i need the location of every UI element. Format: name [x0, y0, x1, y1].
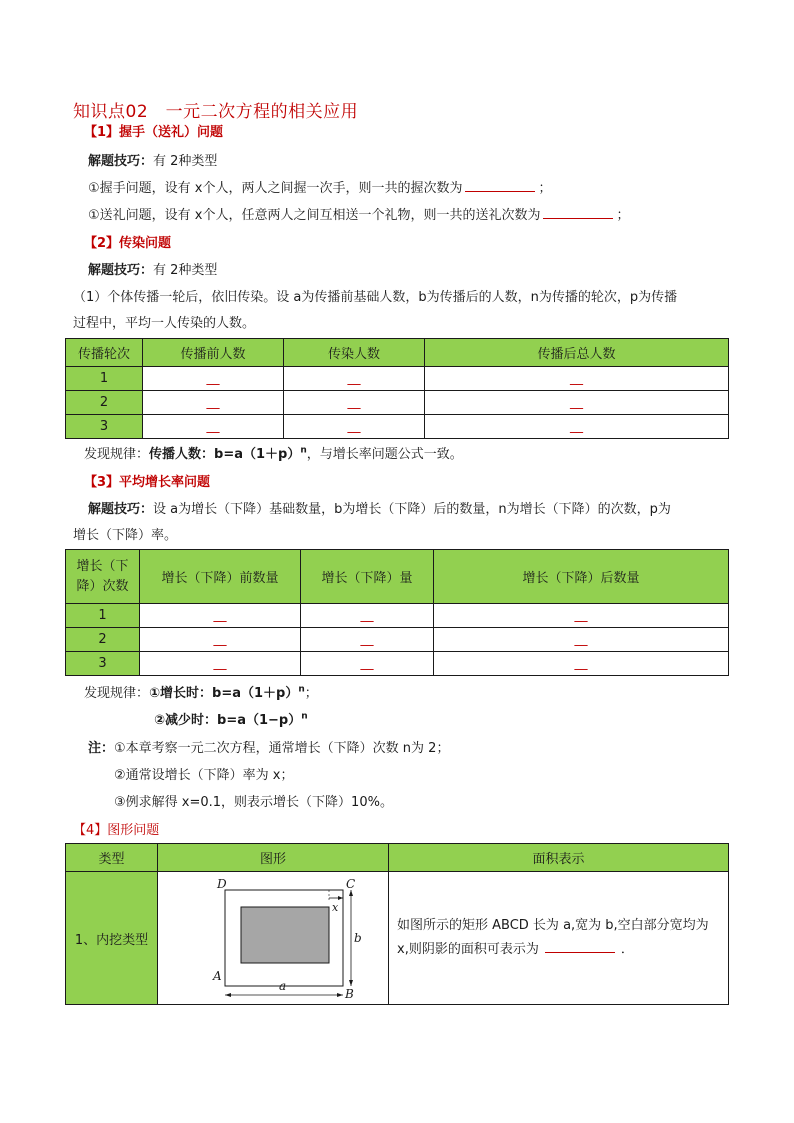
rule-exponent: n [300, 445, 307, 456]
answer-blank[interactable] [465, 179, 535, 192]
col-header: 传染人数 [284, 339, 425, 367]
handshake-text: ①握手问题，设有 x个人，两人之间握一次手，则一共的握次数为 [88, 181, 463, 196]
table-cell: __ [140, 604, 301, 628]
label-D: D [217, 877, 227, 891]
tip-label: 解题技巧： [88, 502, 154, 517]
label-b: b [354, 931, 362, 945]
col-header: 图形 [158, 844, 389, 872]
growth-rule-1 [84, 682, 318, 701]
table-row [66, 415, 729, 439]
rule-exponent: n [298, 684, 305, 695]
col-header: 增长（下降）前数量 [140, 550, 301, 604]
col-header: 传播后总人数 [425, 339, 729, 367]
table-cell: __ [301, 628, 434, 652]
table-row [66, 652, 729, 676]
table-cell: __ [143, 415, 284, 439]
table-cell: __ [284, 367, 425, 391]
table-cell: __ [425, 367, 729, 391]
tip-line-2 [88, 259, 217, 278]
rule-label: 发现规律： [84, 447, 150, 462]
col-header: 增长（下降）后数量 [434, 550, 729, 604]
tip-line-1 [88, 150, 217, 169]
table-header-row [66, 844, 729, 872]
gift-text: ①送礼问题，设有 x个人，任意两人之间互相送一个礼物，则一共的送礼次数为 [88, 208, 541, 223]
page-title: 知识点02 一元二次方程的相关应用 [73, 102, 359, 122]
answer-blank[interactable] [545, 940, 615, 953]
tip-line-3b: 增长（下降）率。 [73, 528, 178, 543]
growth-rule-2 [154, 709, 308, 728]
table-header-row [66, 550, 729, 604]
tip-label: 解题技巧： [88, 263, 154, 278]
label-B: B [345, 987, 354, 1000]
table-cell: __ [434, 628, 729, 652]
section-heading-growth: 【3】平均增长率问题 [84, 475, 211, 490]
punct: ； [616, 208, 630, 223]
area-description-1: 如图所示的矩形 ABCD 长为 a,宽为 b,空白部分宽均为 [397, 918, 709, 933]
label-C: C [346, 877, 356, 891]
table-cell: __ [143, 367, 284, 391]
rule-label: 发现规律： [84, 686, 150, 701]
table-header-row [66, 339, 729, 367]
punct: ； [538, 181, 552, 196]
table-cell: __ [284, 391, 425, 415]
area-description-2: x,则阴影的面积可表示为 [397, 942, 539, 957]
tip-line-3 [88, 498, 671, 517]
note-line-2: ②通常设增长（下降）率为 x； [114, 768, 294, 783]
table-cell: __ [284, 415, 425, 439]
row-label: 1 [66, 604, 140, 628]
table-cell: __ [425, 415, 729, 439]
growth-table [65, 549, 729, 676]
label-A: A [213, 969, 222, 983]
section-heading-infection: 【2】传染问题 [84, 236, 172, 251]
shaded-rectangle [241, 907, 329, 963]
label-a: a [279, 979, 287, 993]
rule-exponent: n [301, 711, 308, 722]
gift-line [88, 204, 630, 223]
area-description-cell [389, 872, 729, 1005]
table-row [66, 367, 729, 391]
col-header: 传播轮次 [66, 339, 143, 367]
rule-formula: ①增长时：b=a（1＋p） [149, 686, 299, 701]
handshake-line [88, 177, 552, 196]
tip-text: 有 2种类型 [153, 263, 218, 278]
table-cell: __ [434, 604, 729, 628]
note-line-1 [88, 737, 449, 756]
inner-rectangle-figure [173, 876, 373, 1000]
row-label: 2 [66, 391, 143, 415]
table-row [66, 391, 729, 415]
col-header: 增长（下降）次数 [66, 550, 140, 604]
section-heading-figure: 【4】图形问题 [73, 823, 160, 838]
rule-text: ； [304, 686, 318, 701]
infection-paragraph-2: 过程中，平均一人传染的人数。 [73, 316, 256, 331]
note-label: 注： [88, 741, 115, 756]
table-cell: __ [425, 391, 729, 415]
table-row [66, 872, 729, 1005]
col-header: 增长（下降）量 [301, 550, 434, 604]
note-text: ①本章考察一元二次方程，通常增长（下降）次数 n为 2； [114, 741, 450, 756]
col-header: 面积表示 [389, 844, 729, 872]
row-label: 3 [66, 415, 143, 439]
punct: ． [620, 942, 634, 957]
figure-table [65, 843, 729, 1005]
table-row [66, 628, 729, 652]
rule-formula: 传播人数：b=a（1＋p） [149, 447, 301, 462]
tip-label: 解题技巧： [88, 154, 154, 169]
infection-paragraph-1: （1）个体传播一轮后，依旧传染。设 a为传播前基础人数，b为传播后的人数，n为传播的轮次，p为传播 [73, 290, 678, 305]
row-label: 2 [66, 628, 140, 652]
table-cell: __ [434, 652, 729, 676]
infection-table [65, 338, 729, 439]
row-label: 3 [66, 652, 140, 676]
table-cell: __ [301, 652, 434, 676]
table-cell: __ [143, 391, 284, 415]
label-x: x [332, 901, 339, 914]
note-line-3: ③例求解得 x=0.1，则表示增长（下降）10%。 [114, 795, 393, 810]
answer-blank[interactable] [543, 206, 613, 219]
table-cell: __ [301, 604, 434, 628]
row-label: 1 [66, 367, 143, 391]
rule-text: ，与增长率问题公式一致。 [306, 447, 463, 462]
infection-rule [84, 443, 463, 462]
col-header: 传播前人数 [143, 339, 284, 367]
table-cell: __ [140, 628, 301, 652]
row-type-label: 1、内挖类型 [66, 872, 158, 1005]
area-description-2-wrap [397, 938, 728, 962]
section-heading-handshake: 【1】握手（送礼）问题 [84, 125, 224, 140]
rule-formula: ②减少时：b=a（1−p） [154, 713, 302, 728]
table-row [66, 604, 729, 628]
figure-cell [158, 872, 389, 1005]
col-header: 类型 [66, 844, 158, 872]
table-cell: __ [140, 652, 301, 676]
tip-text: 有 2种类型 [153, 154, 218, 169]
tip-text: 设 a为增长（下降）基础数量，b为增长（下降）后的数量，n为增长（下降）的次数，p为 [153, 502, 671, 517]
